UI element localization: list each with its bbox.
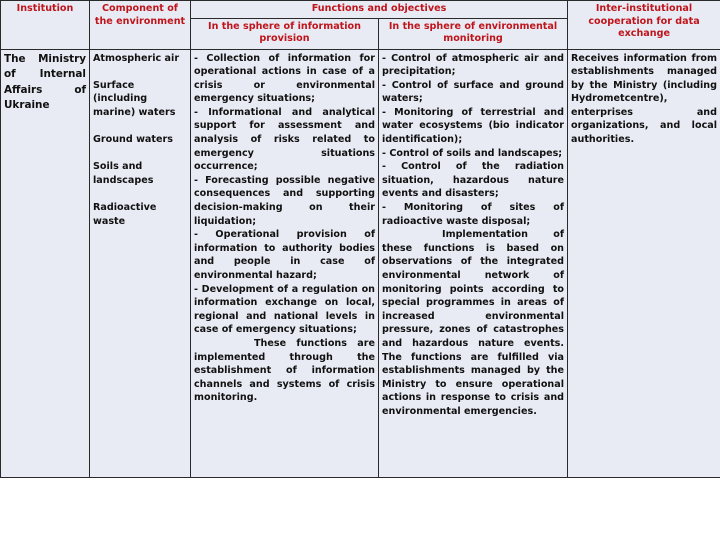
env-monitoring-cell [379, 49, 568, 477]
list-item: - Control of surface and ground waters; [382, 79, 565, 105]
component-item: Radioactive waste [93, 202, 157, 227]
cooperation-cell [568, 49, 720, 477]
header-row-top [1, 1, 720, 19]
header-component: Component of the environment [90, 1, 191, 50]
component-item: Atmospheric air [93, 52, 180, 64]
header-functions: Functions and objectives [191, 1, 568, 19]
header-cooperation: Inter-institutional cooperation for data exchange [568, 1, 720, 50]
component-item: Soils and landscapes [93, 161, 154, 186]
info-provision-cell [191, 49, 379, 477]
institution-cell [1, 49, 90, 477]
header-institution: Institution [1, 1, 90, 50]
component-cell [90, 49, 191, 477]
list-item: - Control of the radiation situation, hazardous nature events and disasters; [382, 161, 565, 200]
list-item: - Operational provision of information to authority bodies and people in case of environmental hazard; [194, 229, 375, 281]
component-item: Surface (including marine) waters [93, 79, 176, 118]
institution-text: The Ministry of Internal Affairs of Ukraine [4, 52, 86, 111]
summary-paragraph: These functions are implemented through the establishment of information channels and systems of crisis monitoring. [194, 337, 375, 404]
cooperation-text: Receives information from establishments managed by the Ministry (including Hydrometcentre), enterprises and organizations, and local authorities. [571, 52, 718, 146]
list-item: - Development of a regulation on information exchange on local, regional and national levels in case of emergency situations; [194, 283, 375, 336]
list-item: - Informational and analytical support for assessment and analysis of risks related to emergency situations occurrence; [194, 106, 375, 173]
list-item: - Control of soils and landscapes; [382, 147, 563, 159]
header-info-sphere: In the sphere of information provision [191, 18, 379, 49]
header-env-sphere: In the sphere of environmental monitoring [379, 18, 568, 49]
list-item: - Control of atmospheric air and precipitation; [382, 52, 565, 78]
list-item: - Forecasting possible negative consequences and supporting decision-making on their liquidation; [194, 174, 375, 227]
list-item: - Collection of information for operational actions in case of a crisis or environmental emergency situations; [194, 52, 375, 105]
summary-paragraph: Implementation of these functions is based on observations of the integrated environmental network of monitoring points according to special programmes in areas of increased environmental pressure, zones of catastrophes and hazardous nature events. The functions are fulfilled via establishments managed by the Ministry to ensure operational actions in response to crisis and environmental emergencies. [382, 229, 565, 417]
list-item: - Monitoring of terrestrial and water ecosystems (bio indicator identification); [382, 106, 565, 146]
list-item: - Monitoring of sites of radioactive waste disposal; [382, 202, 565, 227]
component-item: Ground waters [93, 134, 173, 146]
table-row [1, 49, 720, 477]
